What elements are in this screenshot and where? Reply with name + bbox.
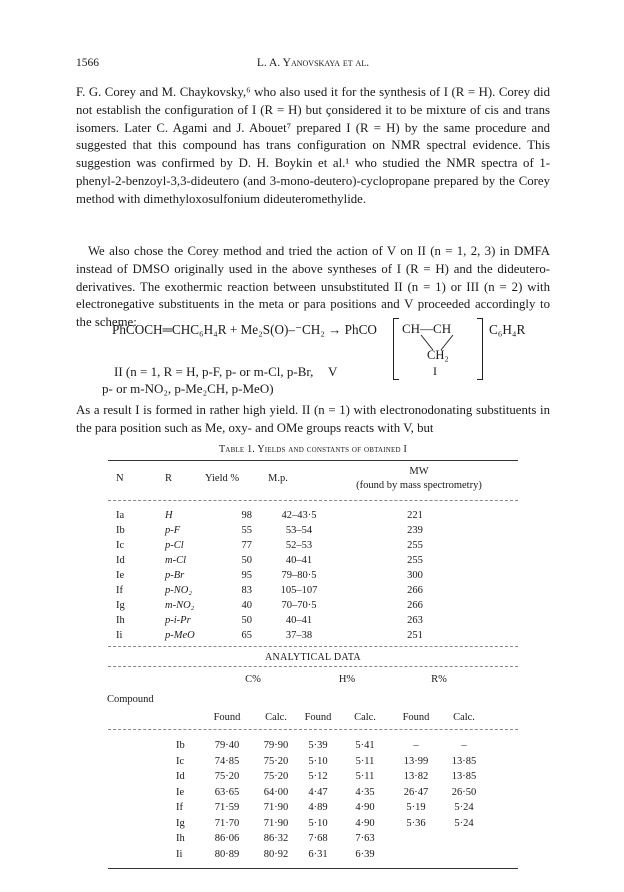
table1-cell-r: m-Cl [165, 555, 186, 566]
table2-value: 4·89 [308, 802, 328, 813]
table2-value: 86·06 [214, 833, 240, 844]
table1-cell-mp: 70–70·5 [281, 600, 317, 611]
table2-value: 13·85 [451, 771, 477, 782]
table2-compound: Ic [176, 755, 185, 767]
table2-value: 71·90 [263, 802, 289, 813]
table2-compound: Ib [176, 740, 185, 751]
reagent-label: V [328, 364, 338, 379]
table2-group-c: C% [245, 674, 261, 685]
table2-value: 5·11 [355, 771, 375, 782]
table2-value: 7·63 [355, 833, 375, 844]
table2-value: 5·10 [308, 755, 328, 767]
ring-ch2-label: CH₂ [427, 348, 449, 362]
table2-value: 4·90 [355, 802, 375, 813]
table2-compound: Ih [176, 833, 185, 844]
table2-value: 26·47 [403, 786, 429, 798]
table2-bottom-rule [108, 868, 518, 869]
table2-value: 63·65 [214, 786, 240, 798]
table2-group-r: R% [431, 674, 447, 685]
table1-cell-mw: 266 [407, 600, 423, 611]
table2-subheader: Calc. [265, 712, 287, 723]
table2-subheader: Calc. [453, 712, 475, 723]
table1-cell-yield: 65 [241, 630, 252, 641]
table1-header-mw: MW [409, 466, 429, 477]
table2-subheader: Found [304, 712, 332, 723]
table1-cell-yield: 77 [241, 540, 252, 551]
cyclopropane-structure [393, 318, 483, 378]
table2-value: 13·82 [403, 771, 429, 782]
table1-cell-mw: 300 [407, 570, 423, 581]
table1-cell-n: Id [116, 555, 125, 566]
table1-cell-yield: 55 [241, 525, 252, 536]
table1-cell-yield: 83 [241, 585, 252, 596]
table2-compound: Id [176, 771, 185, 782]
table1-cell-r: p-Cl [165, 540, 184, 551]
table2-value: 5·19 [406, 802, 426, 813]
table2-value: 6·31 [308, 848, 328, 860]
table1-cell-mp: 42–43·5 [281, 510, 317, 521]
table2-subheader: Calc. [354, 712, 376, 723]
table1-header-r: R [165, 473, 173, 484]
scheme-condition-2: p- or m-NO₂, p-Me₂CH, p-MeO) [102, 381, 274, 396]
table2-value: – [461, 740, 467, 751]
table2-value: 7·68 [308, 833, 328, 844]
page-header [76, 57, 550, 75]
table1-cell-yield: 95 [241, 570, 252, 581]
table1-cell-n: If [116, 585, 123, 596]
table2-value: 86·32 [263, 833, 289, 844]
table2-value: 71·90 [263, 817, 289, 829]
table2-value: 64·00 [263, 786, 289, 798]
table2-value: 71·70 [214, 817, 240, 829]
table1-cell-mw: 255 [407, 555, 423, 566]
table1-cell-r: p-F [165, 525, 181, 536]
table2-compound-label: Compound [107, 694, 154, 705]
table1-top-rule [108, 460, 518, 461]
table1-cell-r: p-Br [165, 570, 185, 581]
table1-header-n: N [116, 473, 124, 484]
table2-value: 5·24 [454, 817, 474, 829]
table2-value: 80·92 [263, 848, 289, 860]
table1-cell-mw: 239 [407, 525, 423, 536]
table2-value: 79·40 [214, 740, 240, 751]
table2-header-rule [108, 729, 518, 730]
table1-cell-n: Ie [116, 570, 125, 581]
table1-caption: Table 1. Yields and constants of obtained I [219, 444, 407, 455]
table1-cell-mw: 255 [407, 540, 423, 551]
table1-cell-mp: 37–38 [285, 630, 313, 641]
table1-cell-yield: 40 [241, 600, 252, 611]
table1-cell-n: Ic [116, 540, 125, 551]
paragraph-3: As a result I is formed in rather high yield. II (n = 1) with electronodonating substituents in the para position such as Me, oxy- and OMe groups reacts with V, but [76, 403, 550, 435]
table1-cell-mw: 221 [407, 510, 423, 521]
table2-value: 75·20 [263, 755, 289, 767]
table2-subheader: Found [213, 712, 241, 723]
table1-header-mp: M.p. [268, 473, 288, 484]
table2-value: 4·90 [355, 817, 375, 829]
table2-value: 5·41 [355, 740, 375, 751]
table2-top-rule [108, 666, 518, 667]
table2-subheader: Found [402, 712, 430, 723]
table2-caption: ANALYTICAL DATA [265, 652, 361, 663]
table2-value: 5·10 [308, 817, 328, 829]
table1-cell-mp: 40–41 [285, 615, 313, 626]
table1-cell-mp: 105–107 [280, 585, 318, 596]
table1-cell-n: Ig [116, 600, 125, 611]
table1-cell-n: Ih [116, 615, 125, 626]
table2-value: 75·20 [263, 771, 289, 782]
table2-value: 26·50 [451, 786, 477, 798]
table1-cell-r: H [165, 510, 173, 521]
table1-cell-mp: 53–54 [285, 525, 313, 536]
table1-cell-mp: 40–41 [285, 555, 313, 566]
table1-cell-r: p-NO₂ [165, 585, 192, 596]
table2-group-h: H% [338, 674, 356, 685]
paragraph-2: We also chose the Corey method and tried the action of V on II (n = 1, 2, 3) in DMFA instead of DMSO originally used in the above syntheses of I (R = H) and the dideutero-derivatives. The exothermic reaction between unsubstituted II (n = 1) or III (n = 2) with electronegative substituents in the meta or para positions and V proceeded accordingly to the scheme: [76, 244, 550, 330]
table1-cell-r: p-MeO [165, 630, 195, 641]
reaction-scheme [112, 322, 377, 338]
table2-compound: If [176, 802, 183, 813]
table1-cell-r: p-i-Pr [165, 615, 191, 626]
table2-value: 13·99 [403, 755, 429, 767]
table2-value: 5·24 [454, 802, 474, 813]
ring-top-label: CH—CH [402, 321, 452, 336]
table1-bottom-rule [108, 646, 518, 647]
scheme-condition-1: II (n = 1, R = H, p-F, p- or m-Cl, p-Br, [114, 364, 314, 379]
page-number: 1566 [76, 57, 99, 69]
table2-compound: Ie [176, 786, 185, 798]
table1-cell-mp: 79–80·5 [281, 570, 317, 581]
table1-cell-n: Ib [116, 525, 125, 536]
table1-cell-n: Ia [116, 510, 125, 521]
table1-cell-yield: 50 [241, 555, 252, 566]
table2-value: – [413, 740, 419, 751]
table2-value: 5·11 [355, 755, 375, 767]
table2-value: 13·85 [451, 755, 477, 767]
table1-cell-n: Ii [116, 630, 123, 641]
table1-cell-mw: 251 [407, 630, 423, 641]
table1-cell-yield: 50 [241, 615, 252, 626]
table1-header-mw-sub: (found by mass spectrometry) [356, 480, 482, 491]
table2-value: 5·12 [308, 771, 328, 782]
table2-compound: Ii [176, 848, 183, 860]
table2-value: 71·59 [214, 802, 240, 813]
table1-cell-yield: 98 [241, 510, 252, 521]
table1-cell-mw: 266 [407, 585, 423, 596]
table2-value: 74·85 [214, 755, 240, 767]
running-head: L. A. Yanovskaya et al. [256, 57, 370, 69]
table2-compound: Ig [176, 817, 185, 829]
table2-value: 80·89 [214, 848, 240, 860]
product-label: I [433, 364, 437, 378]
table2-value: 79·90 [263, 740, 289, 751]
table2-value: 6·39 [355, 848, 375, 860]
table2-value: 5·39 [308, 740, 328, 751]
product-tail: C₆H₄R [489, 322, 526, 337]
paragraph-1: F. G. Corey and M. Chaykovsky,⁶ who also used it for the synthesis of I (R = H). Corey did not establish the configuration of I (R = H) but çonsidered it to be mixture of cis and trans isomers. Later C. Agami and J. Abouet⁷ prepared I (R = H) by the same procedure and suggested that this compound has trans configuration on NMR spectral evidence. This suggestion was confirmed by D. H. Boykin et al.¹ who studied the NMR spectra of 1-phenyl-2-benzoyl-3,3-dideutero (and 3-mono-deutero)-cyclopropane prepared by the Corey method with dimethyloxosulfonium dideuteromethylide. [76, 85, 550, 206]
table1-cell-mw: 263 [407, 615, 423, 626]
table2-value: 5·36 [406, 817, 426, 829]
table1-header-rule [108, 500, 518, 501]
table1-cell-r: m-NO₂ [165, 600, 195, 611]
table2-value: 4·35 [355, 786, 375, 798]
table1-cell-mp: 52–53 [285, 540, 313, 551]
table1-header-yield: Yield % [205, 473, 240, 484]
table2-value: 75·20 [214, 771, 240, 782]
table2-value: 4·47 [308, 786, 328, 798]
scheme-reactant: PhCOCH═CHC₆H₄R + Me₂S(O)–⁻CH₂ → PhCO [112, 322, 377, 337]
